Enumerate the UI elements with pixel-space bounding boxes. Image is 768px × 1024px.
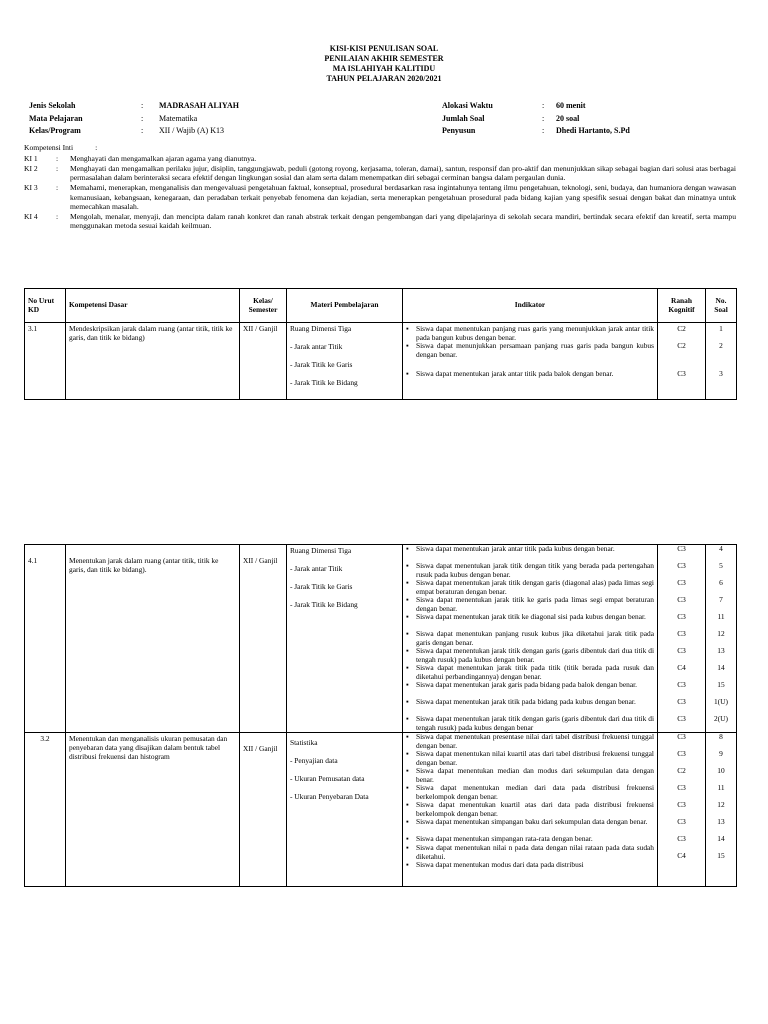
indikator-item: ▪ Siswa dapat menentukan jarak titik dengan garis (garis dibentuk dari dua titik di tengah rusuk) pada kubus dengan benar bbox=[406, 715, 654, 732]
ranah-value: C3 bbox=[677, 783, 686, 792]
kelas-semester: XII / Ganjil bbox=[240, 733, 287, 887]
ranah-value: C3 bbox=[677, 732, 686, 741]
indikator-item: ▪ Siswa dapat menentukan kuartil atas dari data pada distribusi frekuensi berkelompok dengan benar. bbox=[406, 801, 654, 818]
soal-number: 2(U) bbox=[714, 714, 728, 723]
ranah-value: C3 bbox=[677, 595, 686, 604]
ranah-value: C3 bbox=[677, 749, 686, 758]
soal-number: 8 bbox=[719, 732, 723, 741]
indikator-item: ▪ Siswa dapat menentukan jarak titik dengan titik yang berada pada pertengahan rusuk pada kubus dengan benar. bbox=[406, 562, 654, 579]
soal-number: 13 bbox=[717, 817, 725, 826]
soal-number: 5 bbox=[719, 561, 723, 570]
info-label: Kelas/Program bbox=[29, 126, 81, 136]
ranah-value: C3 bbox=[677, 578, 686, 587]
header-soal: No. Soal bbox=[706, 289, 737, 323]
materi-list bbox=[287, 733, 403, 887]
ki-heading: Kompetensi Inti bbox=[24, 143, 74, 152]
materi-list bbox=[287, 323, 403, 400]
school-info: Jenis Sekolah : MADRASAH ALIYAH Mata Pelajaran : Matematika Kelas/Program : XII / Wajib (A) K13 bbox=[29, 101, 239, 136]
kd-number: 3.2 bbox=[25, 733, 66, 887]
indikator-item: ▪ Siswa dapat menentukan jarak titik pada titik (titik berada pada rusuk dan diketahui perbandingannya) dengan benar. bbox=[406, 664, 654, 681]
ranah-value: C3 bbox=[677, 697, 686, 706]
soal-number: 14 bbox=[717, 834, 725, 843]
materi-item: - Jarak Titik ke Garis bbox=[290, 359, 353, 369]
exam-info: Alokasi Waktu : 60 menit Jumlah Soal : 20 soal Penyusun : Dhedi Hartanto, S.Pd bbox=[442, 101, 630, 136]
ranah-value: C3 bbox=[677, 800, 686, 809]
info-value: XII / Wajib (A) K13 bbox=[159, 126, 224, 136]
table-row bbox=[25, 733, 737, 887]
ranah-value: C3 bbox=[677, 561, 686, 570]
indikator-item: ▪ Siswa dapat menentukan simpangan baku dari sekumpulan data dengan benar. bbox=[406, 818, 654, 835]
soal-number: 15 bbox=[717, 680, 725, 689]
ki-code: KI 3 bbox=[24, 183, 38, 193]
ki-text: Memahami, menerapkan, menganalisis dan mengevaluasi pengetahuan faktual, konseptual, prosedural berdasarkan rasa ingintahunya tentang ilmu pengetahuan, teknologi, seni, budaya, dan humaniora dengan wawasan kemanusiaan, kebangsaan, kenegaraan, dan peradaban terkait penyebab fenomena dan kejadian, serta menerapkan pengetahuan prosedural pada bidang kajian yang spesifik sesuai dengan bakat dan minatnya untuk memecahkan masalah. bbox=[70, 183, 736, 211]
info-value: 60 menit bbox=[556, 101, 586, 110]
ranah-value: C3 bbox=[677, 834, 686, 843]
indikator-item: ▪ Siswa dapat menentukan jarak titik dengan garis (diagonal alas) pada limas segi empat beraturan dengan benar. bbox=[406, 579, 654, 596]
materi-item: - Jarak Titik ke Garis bbox=[290, 581, 353, 591]
indikator-item: ▪ Siswa dapat menentukan panjang ruas garis yang menunjukkan jarak antar titik pada bangun kubus dengan benar. bbox=[406, 325, 654, 342]
materi-item: - Jarak Titik ke Bidang bbox=[290, 377, 358, 387]
ranah-list bbox=[658, 733, 706, 887]
soal-number: 1 bbox=[719, 324, 723, 333]
header-kelas: Kelas/ Semester bbox=[240, 289, 287, 323]
ranah-list bbox=[658, 545, 706, 733]
ranah-value bbox=[661, 869, 702, 886]
soal-number: 11 bbox=[717, 783, 725, 792]
soal-number: 4 bbox=[719, 544, 723, 553]
materi-list bbox=[287, 545, 403, 733]
info-value: Matematika bbox=[159, 113, 198, 123]
indikator-item: ▪ Siswa dapat menentukan panjang rusuk kubus jika diketahui jarak titik pada garis dengan benar. bbox=[406, 630, 654, 647]
materi-item: Ruang Dimensi Tiga bbox=[290, 324, 352, 333]
ki-item: KI 3 : Memahami, menerapkan, menganalisis dan mengevaluasi pengetahuan faktual, konseptual, prosedural berdasarkan rasa ingintahunya tentang ilmu pengetahuan, teknologi, seni, budaya, dan humaniora dengan wawasan kemanusiaan, kebangsaan, kenegaraan, dan peradaban terkait penyebab fenomena dan kejadian, serta menerapkan pengetahuan prosedural pada bidang kajian yang spesifik sesuai dengan bakat dan minatnya untuk memecahkan masalah. bbox=[24, 183, 736, 211]
ki-code: KI 2 bbox=[24, 164, 38, 174]
table-header-row bbox=[25, 289, 737, 323]
kd-text: Menentukan dan menganalisis ukuran pemusatan dan penyebaran data yang disajikan dalam bentuk tabel distribusi frekuensi dan histogram bbox=[66, 733, 240, 887]
ranah-value: C3 bbox=[677, 629, 686, 638]
indikator-item: ▪ Siswa dapat menentukan modus dari data pada distribusi bbox=[406, 861, 654, 870]
soal-number: 2 bbox=[719, 341, 723, 350]
soal-number: 3 bbox=[719, 369, 723, 378]
soal-list bbox=[706, 545, 737, 733]
indikator-item: ▪ Siswa dapat menentukan presentase nilai dari tabel distribusi frekuensi tunggal dengan benar. bbox=[406, 733, 654, 750]
info-label: Penyusun bbox=[442, 126, 476, 136]
indikator-item: ▪ Siswa dapat menentukan jarak titik pada bidang pada kubus dengan benar. bbox=[406, 698, 654, 715]
ranah-value: C3 bbox=[677, 544, 686, 553]
info-value: Dhedi Hartanto, S.Pd bbox=[556, 126, 630, 136]
ki-item: KI 4 : Mengolah, menalar, menyaji, dan mencipta dalam ranah konkret dan ranah abstrak terkait dengan pengembangan dari yang dipelajarinya di sekolah secara mandiri, bertindak secara efektif dan kreatif, serta mampu menggunakan metoda sesuai kaidah keilmuan. bbox=[24, 211, 736, 230]
soal-number: 15 bbox=[717, 851, 725, 860]
header-kd: Kompetensi Dasar bbox=[66, 289, 240, 323]
ranah-value: C2 bbox=[677, 766, 686, 775]
kd-number: 4.1 bbox=[25, 545, 66, 733]
materi-item: - Ukuran Penyebaran Data bbox=[290, 791, 369, 801]
soal-number: 10 bbox=[717, 766, 725, 775]
ki-code: KI 4 bbox=[24, 211, 38, 221]
soal-list bbox=[706, 323, 737, 400]
indikator-list bbox=[403, 323, 658, 400]
indikator-item: ▪ Siswa dapat menentukan jarak titik ke garis pada limas segi empat beraturan dengan benar. bbox=[406, 596, 654, 613]
ki-code: KI 1 bbox=[24, 154, 38, 164]
kisi-table-1 bbox=[24, 288, 737, 400]
materi-item: Statistika bbox=[290, 738, 318, 747]
soal-list bbox=[706, 733, 737, 887]
materi-item: - Jarak antar Titik bbox=[290, 341, 343, 351]
ranah-value: C3 bbox=[677, 714, 686, 723]
indikator-item: ▪ Siswa dapat menentukan jarak antar titik pada kubus dengan benar. bbox=[406, 545, 654, 562]
ranah-value: C3 bbox=[677, 369, 686, 378]
kelas-semester: XII / Ganjil bbox=[240, 323, 287, 400]
soal-number: 12 bbox=[717, 629, 725, 638]
ranah-value: C3 bbox=[677, 680, 686, 689]
indikator-list bbox=[403, 733, 658, 887]
indikator-item: ▪ Siswa dapat menunjukkan persamaan panjang ruas garis pada bangun kubus dengan benar. bbox=[406, 342, 654, 370]
soal-number: 1(U) bbox=[714, 697, 728, 706]
document-title bbox=[0, 44, 768, 84]
materi-item: - Penyajian data bbox=[290, 755, 338, 765]
materi-item: Ruang Dimensi Tiga bbox=[290, 546, 352, 555]
info-label: Alokasi Waktu bbox=[442, 101, 493, 110]
soal-number: 14 bbox=[717, 663, 725, 672]
soal-number: 11 bbox=[717, 612, 725, 621]
indikator-item: ▪ Siswa dapat menentukan median dari data pada distribusi frekuensi berkelompok dengan benar. bbox=[406, 784, 654, 801]
soal-number: 7 bbox=[719, 595, 723, 604]
indikator-list bbox=[403, 545, 658, 733]
indikator-item: ▪ Siswa dapat menentukan jarak titik ke diagonal sisi pada kubus dengan benar. bbox=[406, 613, 654, 630]
indikator-item: ▪ Siswa dapat menentukan nilai n pada data dengan nilai rataan pada data sudah diketahui. bbox=[406, 844, 654, 861]
materi-item: - Jarak antar Titik bbox=[290, 563, 343, 573]
ranah-value: C2 bbox=[677, 324, 686, 333]
indikator-item: ▪ Siswa dapat menentukan nilai kuartil atas dari tabel distribusi frekuensi tunggal dengan benar. bbox=[406, 750, 654, 767]
ki-item: KI 2 : Menghayati dan mengamalkan perilaku jujur, disiplin, tanggungjawab, peduli (gotong royong, kerjasama, toleran, damai), santun, responsif dan pro-aktif dan menunjukkan sikap sebagai bagian dari solusi atas berbagai permasalahan dalam berinteraksi secara efektif dengan lingkungan sosial dan alam serta dalam menempatkan diri sebagai cerminan bangsa dalam pergaulan dunia. bbox=[24, 164, 736, 183]
kd-text: Mendeskripsikan jarak dalam ruang (antar titik, titik ke garis, dan titik ke bidang) bbox=[66, 323, 240, 400]
ranah-value: C4 bbox=[677, 851, 686, 860]
ki-text: Menghayati dan mengamalkan ajaran agama yang dianutnya. bbox=[70, 154, 257, 164]
kelas-semester: XII / Ganjil bbox=[240, 545, 287, 733]
indikator-item: ▪ Siswa dapat menentukan jarak titik dengan garis (garis dibentuk dari dua titik di tengah rusuk) pada kubus dengan benar. bbox=[406, 647, 654, 664]
kompetensi-inti: Kompetensi Inti : KI 1 : Menghayati dan mengamalkan ajaran agama yang dianutnya. KI 2 : Menghayati dan mengamalkan perilaku jujur, disiplin, tanggungjawab, peduli (gotong royong, kerjasama, toleran, damai), santun, responsif dan pro-aktif dan menunjukkan sikap sebagai bagian dari solusi atas berbagai permasalahan dalam berinteraksi secara efektif dengan lingkungan sosial dan alam serta dalam menempatkan diri sebagai cerminan bangsa dalam pergaulan dunia. KI 3 : Memahami, menerapkan, menganalisis dan mengevaluasi pengetahuan faktual, konseptual, prosedural berdasarkan rasa ingintahunya tentang ilmu pengetahuan, teknologi, seni, budaya, dan humaniora dengan wawasan kemanusiaan, kebangsaan, kenegaraan, dan peradaban terkait penyebab fenomena dan kejadian, serta menerapkan pengetahuan prosedural pada bidang kajian yang spesifik sesuai dengan bakat dan minatnya untuk memecahkan masalah. KI 4 : Mengolah, menalar, menyaji, dan mencipta dalam ranah konkret dan ranah abstrak terkait dengan pengembangan dari yang dipelajarinya di sekolah secara mandiri, bertindak secara efektif dan kreatif, serta mampu menggunakan metoda sesuai kaidah keilmuan. bbox=[24, 143, 736, 230]
info-value: MADRASAH ALIYAH bbox=[159, 101, 239, 110]
header-materi: Materi Pembelajaran bbox=[287, 289, 403, 323]
ki-text: Mengolah, menalar, menyaji, dan mencipta dalam ranah konkret dan ranah abstrak terkait dengan pengembangan dari yang dipelajarinya di sekolah secara mandiri, bertindak secara efektif dan kreatif, serta mampu menggunakan metoda sesuai kaidah keilmuan. bbox=[70, 211, 736, 230]
ki-item: KI 1 : Menghayati dan mengamalkan ajaran agama yang dianutnya. bbox=[24, 154, 736, 163]
ranah-value: C4 bbox=[677, 663, 686, 672]
ki-text: Menghayati dan mengamalkan perilaku jujur, disiplin, tanggungjawab, peduli (gotong royong, kerjasama, toleran, damai), santun, responsif dan pro-aktif dan menunjukkan sikap sebagai bagian dari solusi atas berbagai permasalahan dalam berinteraksi secara efektif dengan lingkungan sosial dan alam serta dalam menempatkan diri sebagai cerminan bangsa dalam pergaulan dunia. bbox=[70, 164, 736, 183]
indikator-item: ▪ Siswa dapat menentukan simpangan rata-rata dengan benar. bbox=[406, 835, 654, 844]
indikator-item: ▪ Siswa dapat menentukan jarak garis pada bidang pada balok dengan benar. bbox=[406, 681, 654, 698]
soal-number: 13 bbox=[717, 646, 725, 655]
soal-number: 12 bbox=[717, 800, 725, 809]
title-line: PENILAIAN AKHIR SEMESTER bbox=[324, 54, 444, 63]
header-no-kd: No Urut KD bbox=[25, 289, 66, 323]
header-ranah: Ranah Kognitif bbox=[658, 289, 706, 323]
ranah-value: C3 bbox=[677, 612, 686, 621]
soal-number: 6 bbox=[719, 578, 723, 587]
table-row bbox=[25, 323, 737, 400]
materi-item: - Jarak Titik ke Bidang bbox=[290, 599, 358, 609]
table-row bbox=[25, 545, 737, 733]
indikator-item: ▪ Siswa dapat menentukan jarak antar titik pada balok dengan benar. bbox=[406, 370, 654, 387]
title-line: TAHUN PELAJARAN 2020/2021 bbox=[326, 74, 442, 83]
info-label: Jenis Sekolah bbox=[29, 101, 76, 110]
info-label: Mata Pelajaran bbox=[29, 113, 83, 123]
ranah-value: C2 bbox=[677, 341, 686, 350]
info-value: 20 soal bbox=[556, 113, 580, 123]
soal-number: 9 bbox=[719, 749, 723, 758]
kisi-table-2 bbox=[24, 544, 737, 887]
soal-number bbox=[709, 869, 733, 886]
indikator-item: ▪ Siswa dapat menentukan median dan modus dari sekumpulan data dengan benar. bbox=[406, 767, 654, 784]
info-label: Jumlah Soal bbox=[442, 113, 485, 123]
title-line: KISI-KISI PENULISAN SOAL bbox=[329, 44, 439, 53]
kd-text: Menentukan jarak dalam ruang (antar titik, titik ke garis, dan titik ke bidang). bbox=[66, 545, 240, 733]
ranah-value: C3 bbox=[677, 817, 686, 826]
title-line: MA ISLAHIYAH KALITIDU bbox=[332, 64, 436, 73]
kd-number: 3.1 bbox=[25, 323, 66, 400]
ranah-list bbox=[658, 323, 706, 400]
materi-item: - Ukuran Pemusatan data bbox=[290, 773, 365, 783]
ranah-value: C3 bbox=[677, 646, 686, 655]
header-indikator: Indikator bbox=[403, 289, 658, 323]
